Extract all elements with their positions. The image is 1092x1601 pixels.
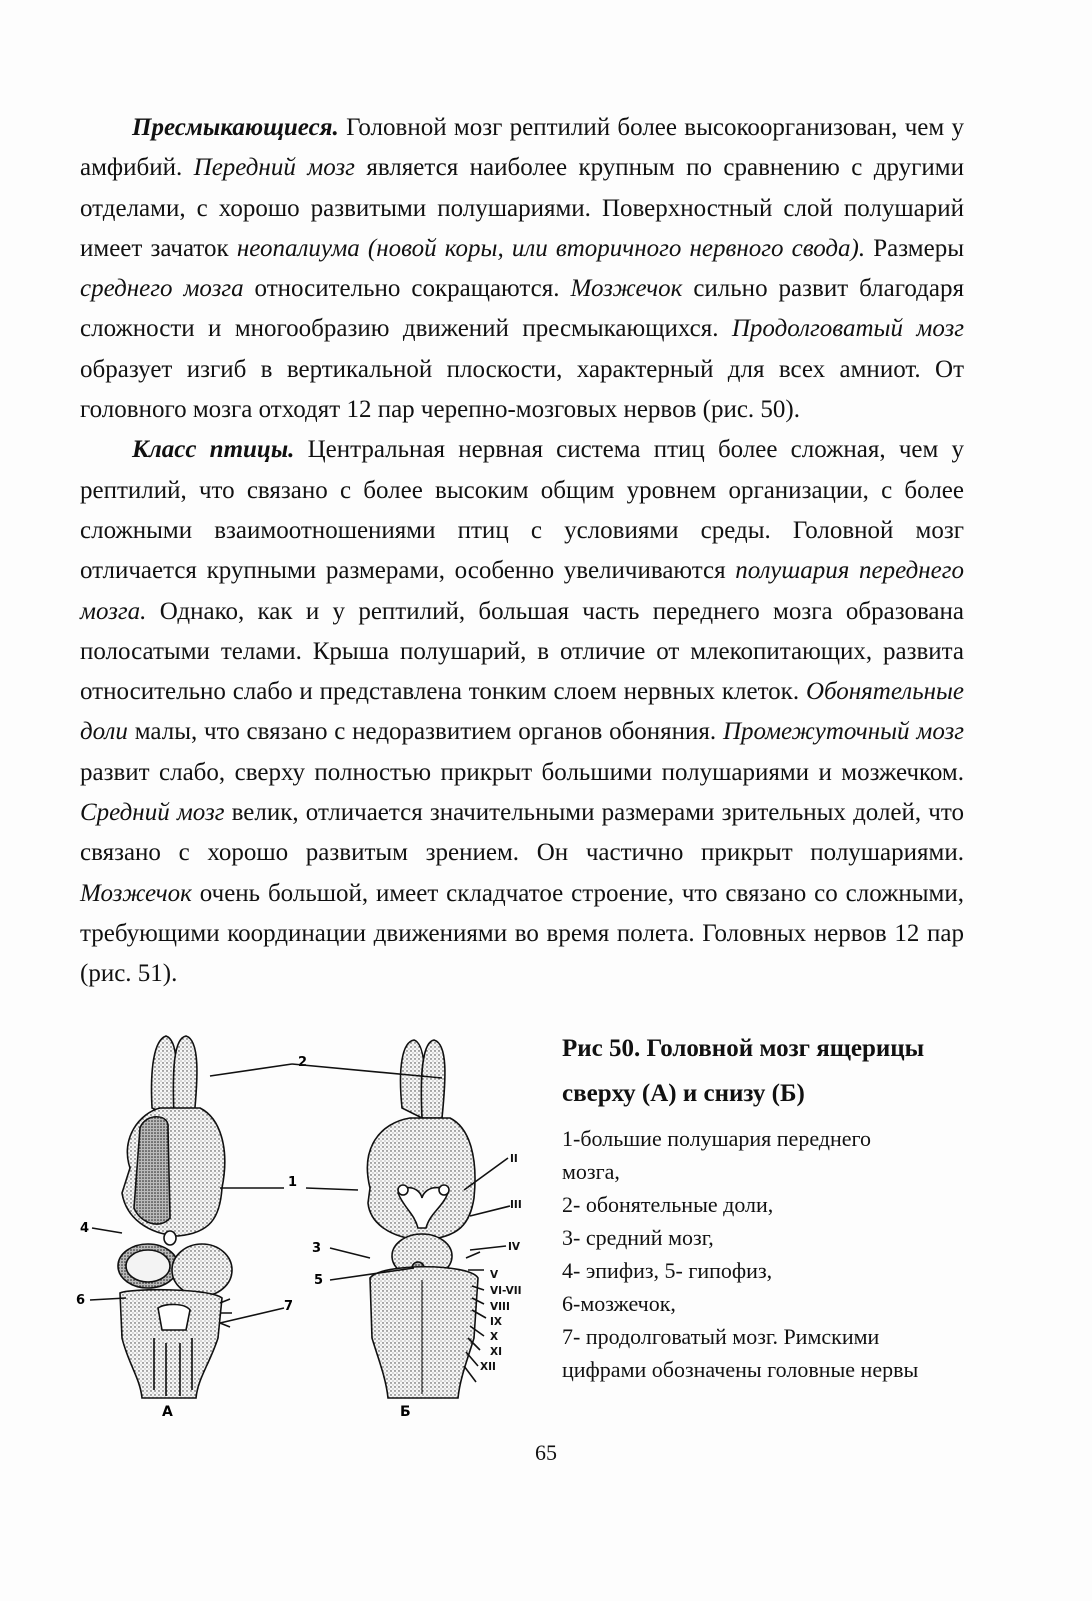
text-run: малы, что связано с недоразвитием органов обоняния. — [127, 718, 723, 746]
caption-item: 6-мозжечок, — [562, 1291, 676, 1316]
text-run: очень большой, имеет складчатое строение, что связано со сложными, требующими координации движениями во время полета. Головных нервов 12 пар (рис. 51). — [80, 879, 964, 988]
text-run: Центральная нервная система птиц более сложная, чем у рептилий, что связано с более высоким общим уровнем организации, с более сложными взаимоотношениями птиц с условиями среды. Головной мозг отличается крупными размерами, особенно увеличиваются — [80, 436, 964, 585]
fig-number-5: 5 — [314, 1273, 324, 1288]
figure-caption — [562, 1026, 982, 1386]
nerve-label-iii: III — [510, 1199, 522, 1211]
page-number: 65 — [535, 1440, 557, 1465]
emphasized-term: неопалиума (новой коры, или вторичного нервного свода). — [236, 234, 866, 262]
fig-number-2: 2 — [298, 1055, 308, 1070]
caption-item: 4- эпифиз, 5- гипофиз, — [562, 1258, 773, 1283]
text-run: Головной мозг рептилий более высокоорганизован, чем у амфибий. — [80, 114, 964, 182]
caption-item: цифрами обозначены головные нервы — [562, 1357, 919, 1382]
caption-legend — [562, 1122, 982, 1386]
caption-title — [562, 1026, 982, 1116]
body-text — [80, 108, 964, 995]
emphasized-term: Промежуточный мозг — [723, 718, 964, 746]
text-run: развит слабо, сверху полностью прикрыт большими полушариями и мозжечком. — [80, 758, 964, 786]
caption-item: 3- средний мозг, — [562, 1225, 714, 1250]
caption-item: 2- обонятельные доли, — [562, 1192, 774, 1217]
text-run: образует изгиб в вертикальной плоскости, характерный для всех амниот. От головного мозга отходят 12 пар черепно-мозговых нервов (рис. 50). — [80, 355, 964, 424]
text-run: сильно развит благодаря сложности и многообразию движений пресмыкающихся. — [80, 275, 964, 343]
fig-number-1: 1 — [288, 1175, 298, 1190]
fig-number-3: 3 — [312, 1241, 322, 1256]
emphasized-term: Класс птицы. — [132, 436, 295, 464]
fig-number-6: 6 — [76, 1293, 86, 1308]
text-run: Однако, как и у рептилий, большая часть переднего мозга образована полосатыми телами. Крыша полушарий, в отличие от млекопитающих, развита относительно слабо и представлена тонким слоем нервных клеток. — [80, 597, 964, 706]
brain-view-b — [292, 1040, 510, 1398]
nerve-label-vi-vii: VI-VII — [490, 1285, 522, 1297]
fig-label-a: А — [162, 1404, 173, 1418]
nerve-label-iv: IV — [508, 1241, 521, 1253]
nerve-label-xi: XI — [490, 1346, 503, 1358]
nerve-label-ix: IX — [490, 1316, 503, 1328]
fig-number-4: 4 — [80, 1221, 90, 1236]
caption-title-line2: сверху (А) и снизу (Б) — [562, 1080, 805, 1107]
paragraph-birds — [80, 430, 964, 994]
emphasized-term: Средний мозг — [80, 799, 225, 827]
caption-item: 1-большие полушария переднего — [562, 1126, 871, 1151]
nerve-label-viii: VIII — [490, 1301, 510, 1313]
nerve-label-v: V — [490, 1269, 499, 1281]
text-run: Размеры — [865, 234, 964, 262]
emphasized-term: Пресмыкающиеся. — [132, 114, 339, 141]
text-run: является наиболее крупным по сравнению с другими отделами, с хорошо развитыми полушариями. Поверхностный слой полушарий имеет зачаток — [80, 154, 964, 262]
emphasized-term: Продолговатый мозг — [731, 315, 964, 343]
text-run: велик, отличается значительными размерами зрительных долей, что связано с хорошо развитым зрением. Он частично прикрыт полушариями. — [80, 799, 964, 867]
nerve-label-ii: II — [510, 1153, 518, 1165]
emphasized-term: Мозжечок — [570, 275, 683, 303]
emphasized-term: полушария переднего мозга. — [80, 557, 964, 625]
emphasized-term: Мозжечок — [80, 879, 192, 907]
emphasized-term: среднего мозга — [80, 275, 244, 303]
caption-title-line1: Рис 50. Головной мозг ящерицы — [562, 1035, 925, 1062]
fig-number-7: 7 — [284, 1299, 294, 1314]
brain-view-a — [90, 1036, 292, 1398]
caption-item: мозга, — [562, 1159, 620, 1184]
nerve-label-x: X — [490, 1331, 499, 1343]
emphasized-term: Передний мозг — [193, 154, 355, 182]
paragraph-reptiles — [80, 108, 964, 430]
lizard-brain-figure — [70, 1018, 540, 1418]
emphasized-term: Обонятельные доли — [80, 678, 964, 746]
caption-item: 7- продолговатый мозг. Римскими — [562, 1324, 880, 1349]
fig-label-b: Б — [400, 1404, 411, 1418]
nerve-label-xii: XII — [480, 1361, 496, 1373]
text-run: относительно сокращаются. — [243, 275, 571, 303]
